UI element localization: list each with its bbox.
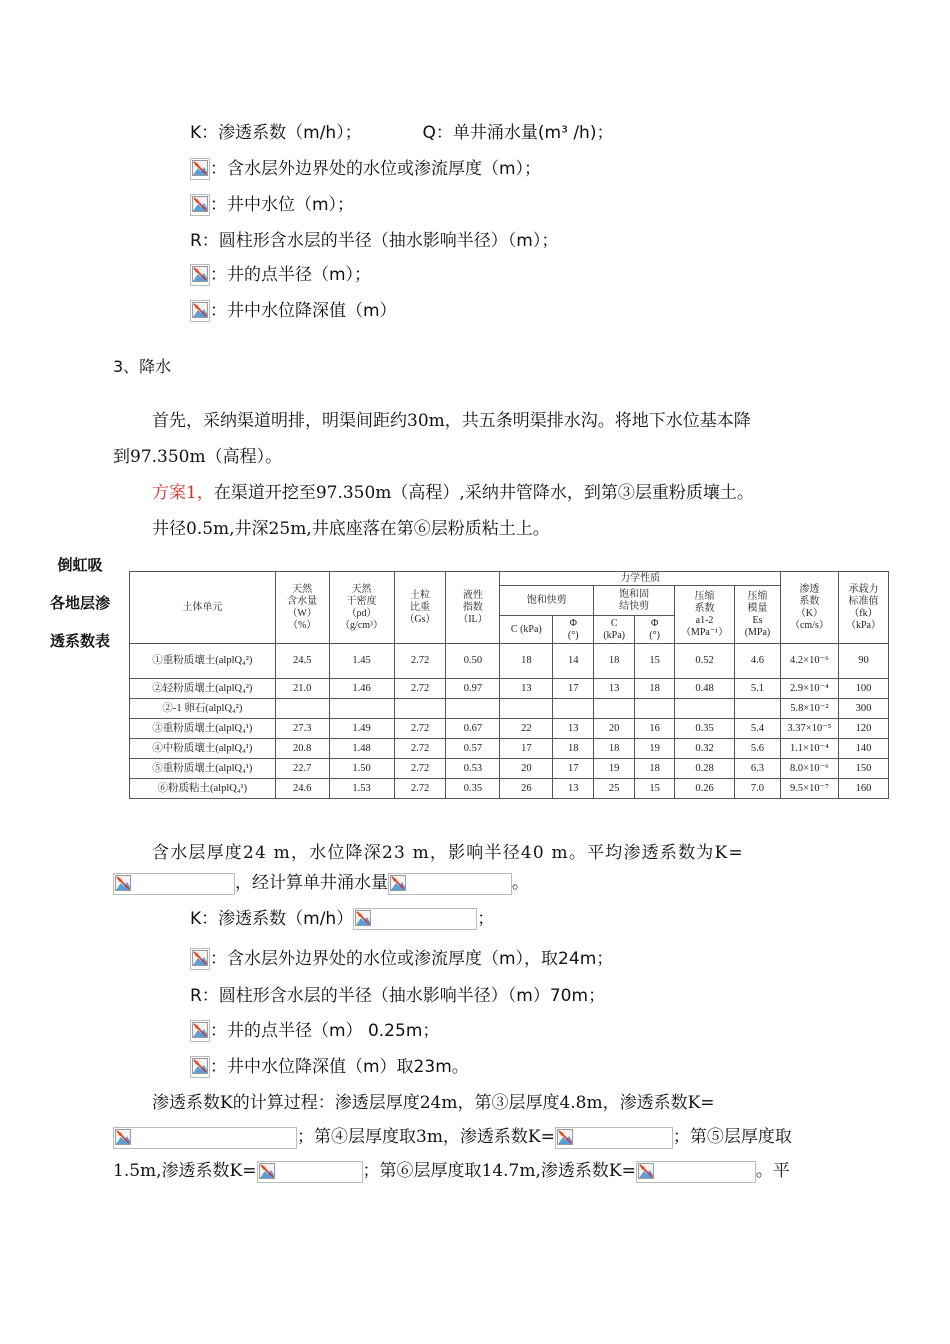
table-cell: 21.0 (275, 679, 329, 699)
def-k-text: K：渗透系数（m/h）； (190, 123, 362, 143)
table-cell: 20.8 (275, 739, 329, 759)
table-cell: 2.72 (394, 759, 446, 779)
table-cell: 18 (594, 644, 635, 679)
well-desc: 井径0.5m,井深25m,井底座落在第⑥层粉质粘土上。 (152, 519, 550, 539)
table-cell: 140 (838, 739, 888, 759)
table-cell: 0.97 (446, 679, 500, 699)
soil-unit-cell: ⑤重粉质壤土(alplQ₄¹) (130, 759, 276, 779)
formula-image (113, 1127, 297, 1149)
formula-image (113, 873, 235, 895)
table-cell: 1.48 (329, 739, 394, 759)
table-row (130, 679, 889, 699)
table-cell: 0.35 (446, 779, 500, 799)
table-cell: 160 (838, 779, 888, 799)
soil-permeability-table (129, 571, 889, 799)
table-cell: 15 (635, 779, 675, 799)
def-h: ：含水层外边界处的水位或渗流厚度（m）； (190, 158, 541, 180)
broken-image-icon (190, 1020, 210, 1042)
calc-h: ：含水层外边界处的水位或渗流厚度（m），取24m； (190, 948, 613, 970)
table-cell (500, 699, 553, 719)
table-cell: 27.3 (275, 719, 329, 739)
header-compress-modulus: 压缩 模量 Es (MPa) (735, 586, 781, 644)
soil-unit-cell: ②-1 卵石(alplQ₄²) (130, 699, 276, 719)
table-cell: 0.52 (675, 644, 735, 679)
formula-image (636, 1161, 756, 1183)
table-cell: 2.72 (394, 739, 446, 759)
table-cell: 5.1 (735, 679, 781, 699)
calc-s: ：井中水位降深值（m）取23m。 (190, 1056, 469, 1078)
broken-image-icon (190, 264, 210, 286)
header-unit: 土体单元 (130, 572, 276, 644)
table-cell: 0.28 (675, 759, 735, 779)
table-cell: 25 (594, 779, 635, 799)
calc-rw: ：井的点半径（m） 0.25m； (190, 1020, 439, 1042)
formula-image (555, 1127, 673, 1149)
table-cell: 13 (553, 719, 594, 739)
table-cell (394, 699, 446, 719)
table-cell (675, 699, 735, 719)
table-cell: 16 (635, 719, 675, 739)
table-cell: 26 (500, 779, 553, 799)
table-cell (553, 699, 594, 719)
header-mechanics: 力学性质 (500, 572, 781, 586)
table-cell: 2.72 (394, 779, 446, 799)
soil-unit-cell: ④中粉质壤土(alplQ₄¹) (130, 739, 276, 759)
header-bearing: 承载力 标准值 （fk） （kPa） (838, 572, 888, 644)
header-phi1: Φ (°) (553, 616, 594, 644)
table-row (130, 759, 889, 779)
header-consolidated-shear: 饱和固 结快剪 (594, 586, 675, 616)
para-2a: 含水层厚度24 m，水位降深23 m，影响半径40 m。平均渗透系数为K= (152, 843, 744, 863)
para-2b: ，经计算单井涌水量 。 (113, 872, 529, 895)
table-cell: 14 (553, 644, 594, 679)
table-cell: 5.4 (735, 719, 781, 739)
table-cell: 1.53 (329, 779, 394, 799)
para-1a: 首先，采纳渠道明排，明渠间距约30m，共五条明渠排水沟。将地下水位基本降 (152, 411, 751, 431)
def-rw: ：井的点半径（m）； (190, 264, 371, 286)
header-dry-density: 天然 干密度 （ρd） （g/cm³） (329, 572, 394, 644)
table-cell: 2.72 (394, 679, 446, 699)
table-cell: 9.5×10⁻⁷ (780, 779, 838, 799)
para-4c: 1.5m,渗透系数K= ；第⑥层厚度取14.7m,渗透系数K= 。平 (113, 1161, 790, 1181)
table-cell: 17 (553, 679, 594, 699)
soil-unit-cell: ③重粉质壤土(alplQ₄¹) (130, 719, 276, 739)
header-c2: C (kPa) (594, 616, 635, 644)
table-cell: 300 (838, 699, 888, 719)
header-permeability: 渗透 系数 （K） （cm/s） (780, 572, 838, 644)
table-cell: 1.49 (329, 719, 394, 739)
broken-image-icon (190, 300, 210, 322)
table-cell (635, 699, 675, 719)
table-cell: 0.50 (446, 644, 500, 679)
def-hw: ：井中水位（m）； (190, 194, 354, 216)
table-cell: 2.72 (394, 719, 446, 739)
formula-image (353, 908, 477, 930)
header-water-content: 天然 含水量 （W） （%） (275, 572, 329, 644)
para-4a: 渗透系数K的计算过程：渗透层厚度24m，第③层厚度4.8m，渗透系数K= (152, 1093, 715, 1113)
header-quick-shear: 饱和快剪 (500, 586, 594, 616)
table-cell: 5.8×10⁻² (780, 699, 838, 719)
table-cell (735, 699, 781, 719)
table-cell (594, 699, 635, 719)
header-compress-coef: 压缩 系数 a1-2 （MPa⁻¹） (675, 586, 735, 644)
table-cell: 13 (500, 679, 553, 699)
table-cell (329, 699, 394, 719)
table-cell: 0.67 (446, 719, 500, 739)
table-cell: 0.26 (675, 779, 735, 799)
table-cell: 18 (500, 644, 553, 679)
table-cell: 18 (594, 739, 635, 759)
table-cell (446, 699, 500, 719)
broken-image-icon (190, 948, 210, 970)
table-cell: 20 (500, 759, 553, 779)
table-cell: 15 (635, 644, 675, 679)
table-cell: 8.0×10⁻⁶ (780, 759, 838, 779)
table-row (130, 719, 889, 739)
table-cell: 18 (635, 759, 675, 779)
table-cell: 7.0 (735, 779, 781, 799)
soil-unit-cell: ⑥粉质粘土(alplQ₄¹) (130, 779, 276, 799)
para-4b: ；第④层厚度取3m，渗透系数K= ；第⑤层厚度取 (113, 1126, 792, 1149)
table-caption: 倒虹吸 各地层渗 透系数表 (49, 556, 110, 650)
formula-image (257, 1161, 363, 1183)
formula-image (388, 873, 512, 895)
table-cell: 4.6 (735, 644, 781, 679)
table-cell: 2.72 (394, 644, 446, 679)
plan-1: 方案1，在渠道开挖至97.350m（高程）,采纳井管降水，到第③层重粉质壤土。 (152, 483, 754, 503)
table-cell: 0.53 (446, 759, 500, 779)
table-row (130, 739, 889, 759)
section-heading: 3、降水 (113, 357, 172, 376)
table-cell: 1.50 (329, 759, 394, 779)
table-row (130, 699, 889, 719)
para-1b: 到97.350m（高程）。 (113, 447, 283, 467)
table-cell: 1.1×10⁻⁴ (780, 739, 838, 759)
broken-image-icon (190, 1056, 210, 1078)
table-cell: 22 (500, 719, 553, 739)
header-phi2: Φ (°) (635, 616, 675, 644)
def-q-text: Q：单井涌水量(m³ /h)； (422, 123, 614, 143)
table-cell: 150 (838, 759, 888, 779)
def-r: R：圆柱形含水层的半径（抽水影响半径）（m）； (190, 231, 559, 251)
broken-image-icon (190, 158, 210, 180)
table-cell (275, 699, 329, 719)
table-cell: 1.45 (329, 644, 394, 679)
table-cell: 20 (594, 719, 635, 739)
table-row (130, 779, 889, 799)
table-cell: 0.35 (675, 719, 735, 739)
calc-k: K：渗透系数（m/h） ； (190, 909, 495, 929)
table-cell: 18 (635, 679, 675, 699)
table-cell: 4.2×10⁻⁶ (780, 644, 838, 679)
plan-label: 方案1， (152, 483, 214, 503)
table-cell: 0.48 (675, 679, 735, 699)
table-cell: 24.5 (275, 644, 329, 679)
table-cell: 120 (838, 719, 888, 739)
header-c1: C (kPa) (500, 616, 553, 644)
soil-unit-cell: ①重粉质壤土(alplQ₄²) (130, 644, 276, 679)
table-cell: 2.9×10⁻⁴ (780, 679, 838, 699)
table-cell: 19 (594, 759, 635, 779)
table-cell: 3.37×10⁻⁵ (780, 719, 838, 739)
table-row (130, 644, 889, 679)
table-cell: 17 (553, 759, 594, 779)
soil-unit-cell: ②轻粉质壤土(alplQ₄²) (130, 679, 276, 699)
table-cell: 19 (635, 739, 675, 759)
header-liquidity-index: 液性 指数 （IL） (446, 572, 500, 644)
table-cell: 100 (838, 679, 888, 699)
table-cell: 17 (500, 739, 553, 759)
header-specific-gravity: 土粒 比重 （Gs） (394, 572, 446, 644)
broken-image-icon (190, 194, 210, 216)
table-cell: 0.57 (446, 739, 500, 759)
table-cell: 1.46 (329, 679, 394, 699)
def-k (190, 122, 613, 144)
table-cell: 24.6 (275, 779, 329, 799)
table-cell: 18 (553, 739, 594, 759)
table-cell: 5.6 (735, 739, 781, 759)
table-cell: 0.32 (675, 739, 735, 759)
table-cell: 90 (838, 644, 888, 679)
table-cell: 6.3 (735, 759, 781, 779)
calc-r: R：圆柱形含水层的半径（抽水影响半径）（m）70m； (190, 986, 606, 1006)
def-s: ：井中水位降深值（m） (190, 300, 397, 322)
table-cell: 13 (594, 679, 635, 699)
table-cell: 22.7 (275, 759, 329, 779)
table-cell: 13 (553, 779, 594, 799)
